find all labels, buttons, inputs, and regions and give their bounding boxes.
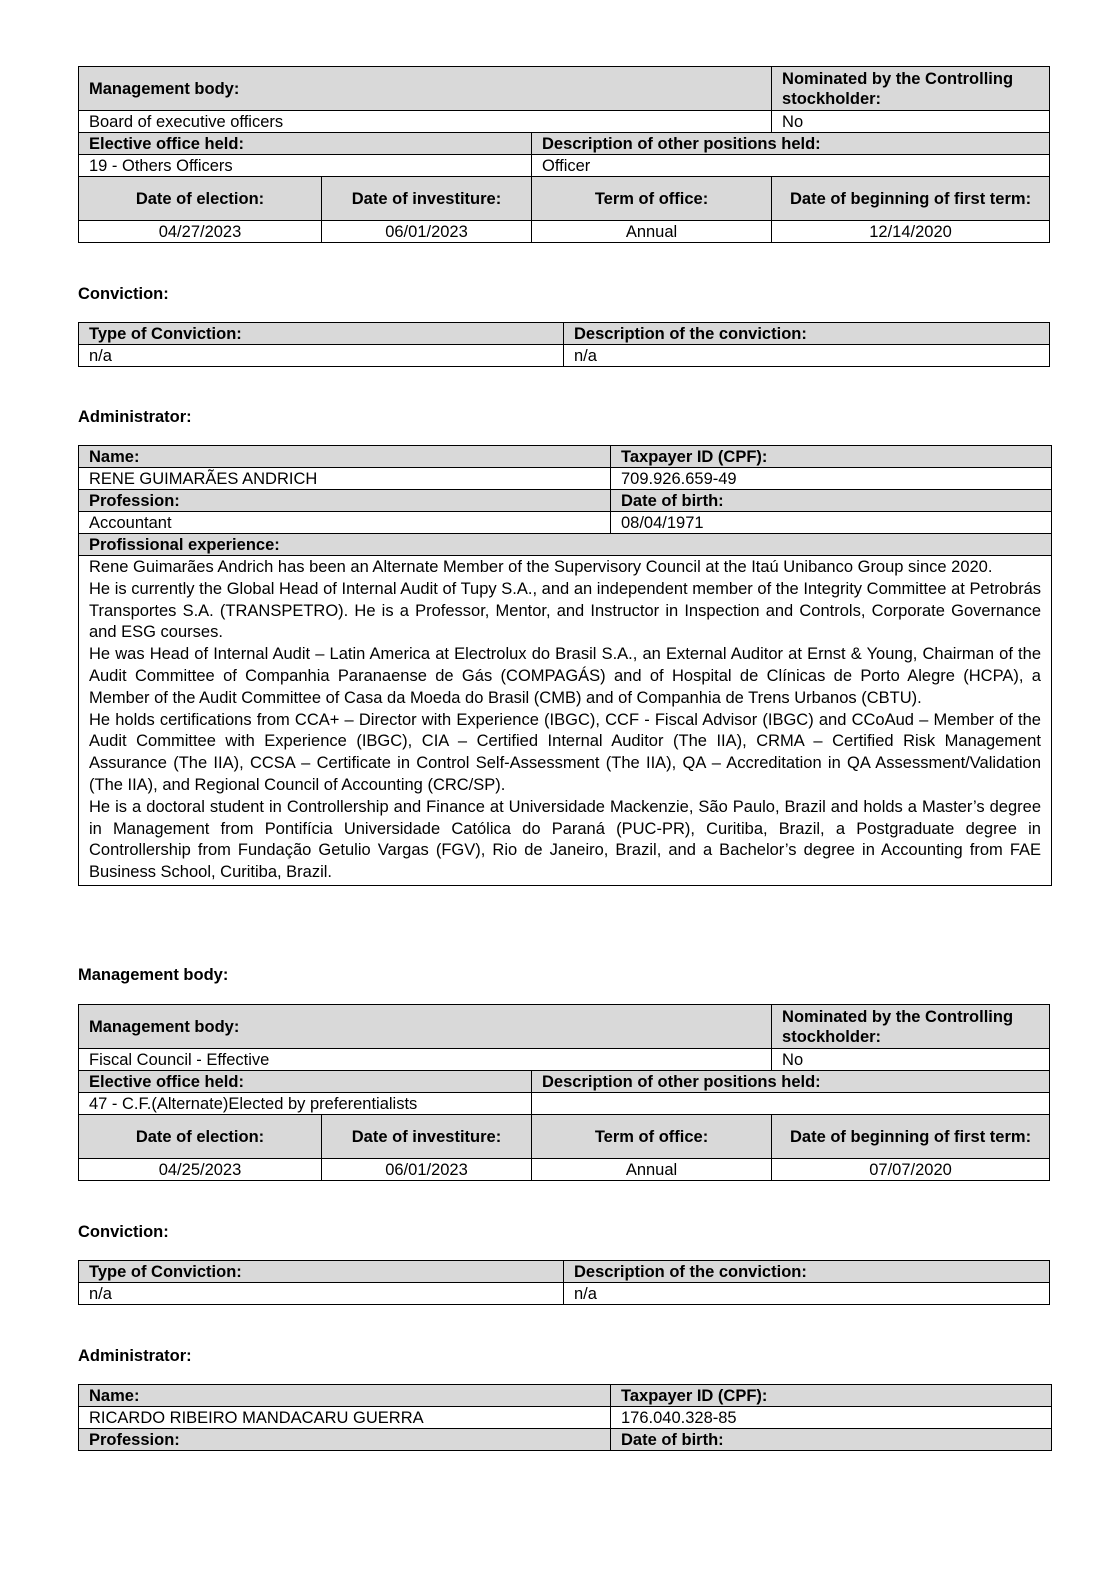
profession-header: Profession: <box>79 490 611 512</box>
term-header: Term of office: <box>532 1115 772 1159</box>
conviction-type-header: Type of Conviction: <box>79 323 564 345</box>
conviction-type-header: Type of Conviction: <box>79 1261 564 1283</box>
administrator-table-1 <box>78 445 1052 886</box>
experience-paragraph: He is currently the Global Head of Internal Audit of Tupy S.A., and an independent member of the Integrity Committee at Petrobrás Transportes S.A. (TRANSPETRO). He is a Professor, Mentor, and Instructor in Inspection and Controls, Corporate Governance and ESG courses. <box>89 579 1041 642</box>
first-term-value: 07/07/2020 <box>772 1159 1050 1181</box>
management-body-header: Management body: <box>79 67 772 111</box>
management-body-table-2 <box>78 1004 1050 1181</box>
management-body-value: Fiscal Council - Effective <box>79 1049 772 1071</box>
cpf-header: Taxpayer ID (CPF): <box>611 1385 1052 1407</box>
first-term-value: 12/14/2020 <box>772 221 1050 243</box>
administrator-section-title: Administrator: <box>78 1347 192 1365</box>
conviction-description-value: n/a <box>564 345 1050 367</box>
other-positions-value <box>532 1093 1050 1115</box>
first-term-header: Date of beginning of first term: <box>772 177 1050 221</box>
nominated-header: Nominated by the Controlling stockholder: <box>772 67 1050 111</box>
investiture-date-header: Date of investiture: <box>322 177 532 221</box>
administrator-table-2 <box>78 1384 1052 1451</box>
other-positions-header: Description of other positions held: <box>532 133 1050 155</box>
experience-text <box>79 556 1052 886</box>
elective-office-header: Elective office held: <box>79 133 532 155</box>
other-positions-header: Description of other positions held: <box>532 1071 1050 1093</box>
investiture-date-value: 06/01/2023 <box>322 221 532 243</box>
nominated-header: Nominated by the Controlling stockholder: <box>772 1005 1050 1049</box>
birth-date-header: Date of birth: <box>611 490 1052 512</box>
conviction-table-2 <box>78 1260 1050 1305</box>
name-header: Name: <box>79 1385 611 1407</box>
cpf-value: 176.040.328-85 <box>611 1407 1052 1429</box>
election-date-value: 04/27/2023 <box>79 221 322 243</box>
birth-date-value: 08/04/1971 <box>611 512 1052 534</box>
management-body-section-title: Management body: <box>78 966 229 984</box>
name-header: Name: <box>79 446 611 468</box>
other-positions-value: Officer <box>532 155 1050 177</box>
name-value: RENE GUIMARÃES ANDRICH <box>79 468 611 490</box>
conviction-section-title: Conviction: <box>78 1223 169 1241</box>
administrator-section-title: Administrator: <box>78 408 192 426</box>
conviction-type-value: n/a <box>79 1283 564 1305</box>
management-body-header: Management body: <box>79 1005 772 1049</box>
term-header: Term of office: <box>532 177 772 221</box>
term-value: Annual <box>532 221 772 243</box>
profession-header: Profession: <box>79 1429 611 1451</box>
cpf-value: 709.926.659-49 <box>611 468 1052 490</box>
elective-office-value: 47 - C.F.(Alternate)Elected by preferentialists <box>79 1093 532 1115</box>
conviction-description-header: Description of the conviction: <box>564 1261 1050 1283</box>
nominated-value: No <box>772 1049 1050 1071</box>
election-date-value: 04/25/2023 <box>79 1159 322 1181</box>
conviction-description-value: n/a <box>564 1283 1050 1305</box>
birth-date-header: Date of birth: <box>611 1429 1052 1451</box>
term-value: Annual <box>532 1159 772 1181</box>
experience-paragraph: He holds certifications from CCA+ – Director with Experience (IBGC), CCF - Fiscal Advisor (IBGC) and CCoAud – Member of the Audit Committee with Experience (IBGC), CIA – Certified Internal Auditor (The IIA), CRMA – Certified Risk Management Assurance (The IIA), CCSA – Certificate in Control Self-Assessment (The IIA), QA – Accreditation in QA Assessment/Validation (The IIA), and Regional Council of Accounting (CRC/SP). <box>89 710 1041 794</box>
investiture-date-header: Date of investiture: <box>322 1115 532 1159</box>
management-body-value: Board of executive officers <box>79 111 772 133</box>
experience-paragraph: He is a doctoral student in Controllership and Finance at Universidade Mackenzie, São Paulo, Brazil and holds a Master’s degree in Management from Pontifícia Universidade Católica do Paraná (PUC-PR), Curitiba, Brazil, a Postgraduate degree in Controllership from Fundação Getulio Vargas (FGV), Rio de Janeiro, Brazil, and a Bachelor’s degree in Accounting from FAE Business School, Curitiba, Brazil. <box>89 797 1041 882</box>
investiture-date-value: 06/01/2023 <box>322 1159 532 1181</box>
experience-header: Profissional experience: <box>79 534 1052 556</box>
first-term-header: Date of beginning of first term: <box>772 1115 1050 1159</box>
elective-office-value: 19 - Others Officers <box>79 155 532 177</box>
elective-office-header: Elective office held: <box>79 1071 532 1093</box>
experience-paragraph: Rene Guimarães Andrich has been an Alternate Member of the Supervisory Council at the Itaú Unibanco Group since 2020. <box>89 558 993 576</box>
cpf-header: Taxpayer ID (CPF): <box>611 446 1052 468</box>
name-value: RICARDO RIBEIRO MANDACARU GUERRA <box>79 1407 611 1429</box>
experience-paragraph: He was Head of Internal Audit – Latin America at Electrolux do Brasil S.A., an External Auditor at Ernst & Young, Chairman of the Audit Committee of Companhia Paranaense de Gás (COMPAGÁS) and of Hospital de Clínicas de Porto Alegre (HCPA), a Member of the Audit Committee of Casa da Moeda do Brasil (CMB) and of Companhia de Trens Urbanos (CBTU). <box>89 645 1041 707</box>
conviction-section-title: Conviction: <box>78 285 169 303</box>
nominated-value: No <box>772 111 1050 133</box>
conviction-table-1 <box>78 322 1050 367</box>
election-date-header: Date of election: <box>79 1115 322 1159</box>
management-body-table-1 <box>78 66 1050 243</box>
profession-value: Accountant <box>79 512 611 534</box>
election-date-header: Date of election: <box>79 177 322 221</box>
conviction-description-header: Description of the conviction: <box>564 323 1050 345</box>
conviction-type-value: n/a <box>79 345 564 367</box>
